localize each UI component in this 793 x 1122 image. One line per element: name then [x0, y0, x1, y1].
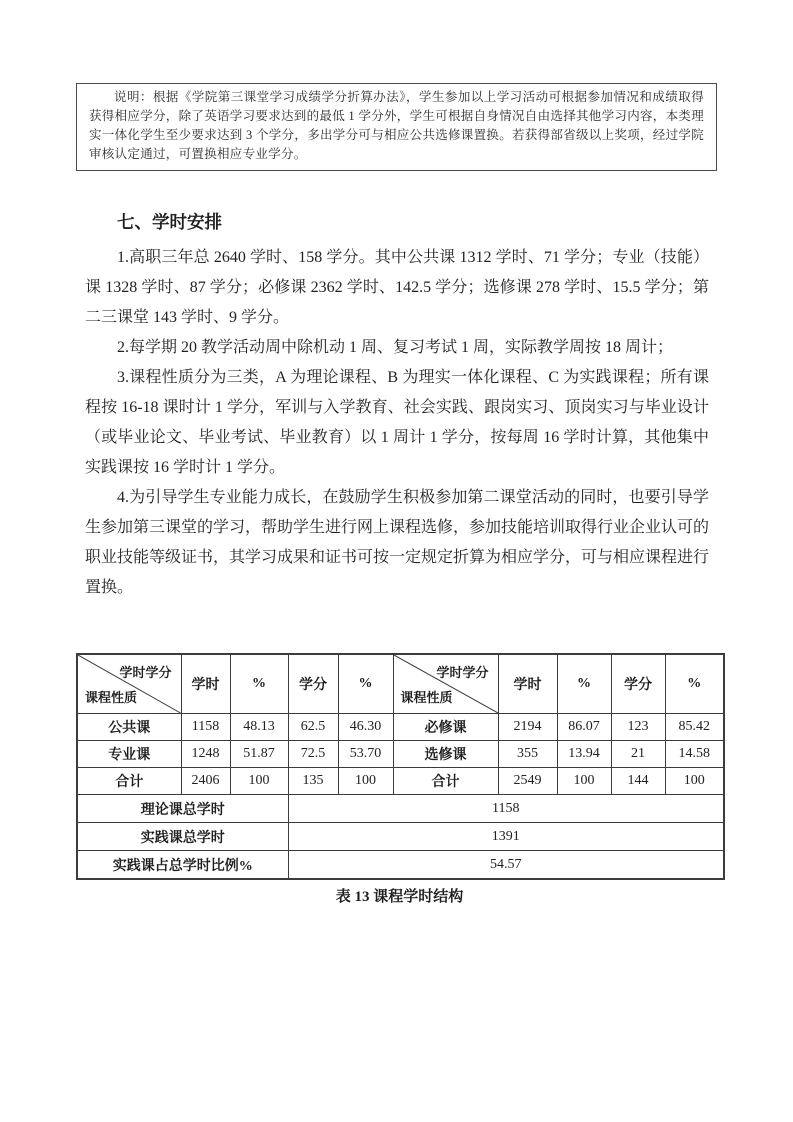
cell-value: 100: [230, 768, 288, 795]
summary-row: [77, 795, 724, 823]
cell-value: 86.07: [557, 714, 611, 741]
summary-row: [77, 823, 724, 851]
cell-value: 48.13: [230, 714, 288, 741]
summary-label: 理论课总学时: [77, 795, 288, 823]
cell-value: 355: [498, 741, 557, 768]
table-caption: 表 13 课程学时结构: [335, 889, 464, 905]
paragraph-2: 2.每学期 20 教学活动周中除机动 1 周、复习考试 1 周，实际教学周按 18 周计；: [117, 339, 674, 356]
paragraph-1: 1.高职三年总 2640 学时、158 学分。其中公共课 1312 学时、71 学分；专业（技能）课 1328 学时、87 学分；必修课 2362 学时、142.5 学分；选修课 278 学时、15.5 学分；第二三课堂 143 学时、9 学分。: [85, 249, 709, 326]
cell-value: 21: [611, 741, 665, 768]
diagonal-top-label: 学时学分: [119, 665, 172, 680]
row-label: 必修课: [393, 714, 498, 741]
col-header-percent: %: [665, 654, 724, 714]
cell-value: 1248: [181, 741, 230, 768]
course-hours-table-wrap: [76, 653, 723, 906]
cell-value: 100: [338, 768, 393, 795]
cell-value: 53.70: [338, 741, 393, 768]
cell-value: 85.42: [665, 714, 724, 741]
paragraph-3: 3.课程性质分为三类，A 为理论课程、B 为理实一体化课程、C 为实践课程；所有课程按 16-18 课时计 1 学分，军训与入学教育、社会实践、跟岗实习、顶岗实习与毕业设计（或毕业论文、毕业考试、毕业教育）以 1 周计 1 学分，按每周 16 学时计算，其他集中实践课按 16 学时计 1 学分。: [85, 369, 709, 476]
cell-value: 123: [611, 714, 665, 741]
cell-value: 14.58: [665, 741, 724, 768]
summary-value: 1391: [288, 823, 724, 851]
cell-value: 1158: [181, 714, 230, 741]
paragraph-4: 4.为引导学生专业能力成长，在鼓励学生积极参加第二课堂活动的同时，也要引导学生参加第三课堂的学习，帮助学生进行网上课程选修，参加技能培训取得行业企业认可的职业技能等级证书，其学习成果和证书可按一定规定折算为相应学分，可与相应课程进行置换。: [85, 489, 710, 596]
cell-value: 2406: [181, 768, 230, 795]
col-header-credits: 学分: [611, 654, 665, 714]
section-heading: 七、学时安排: [117, 212, 222, 232]
note-box: [76, 83, 717, 171]
body-text: [85, 243, 709, 603]
cell-value: 13.94: [557, 741, 611, 768]
diagonal-header-cell-right: [393, 654, 498, 714]
summary-value: 54.57: [288, 851, 724, 880]
col-header-percent: %: [557, 654, 611, 714]
summary-label: 实践课总学时: [77, 823, 288, 851]
cell-value: 62.5: [288, 714, 338, 741]
row-label: 选修课: [393, 741, 498, 768]
cell-value: 100: [665, 768, 724, 795]
table-header-row: [77, 654, 724, 714]
summary-row: [77, 851, 724, 880]
col-header-credits: 学分: [288, 654, 338, 714]
cell-value: 135: [288, 768, 338, 795]
cell-value: 100: [557, 768, 611, 795]
col-header-percent: %: [338, 654, 393, 714]
cell-value: 2194: [498, 714, 557, 741]
cell-value: 2549: [498, 768, 557, 795]
col-header-percent: %: [230, 654, 288, 714]
row-label: 专业课: [77, 741, 181, 768]
table-row: [77, 768, 724, 795]
row-label: 合计: [393, 768, 498, 795]
row-label: 合计: [77, 768, 181, 795]
table-row: [77, 714, 724, 741]
diagonal-bottom-label: 课程性质: [400, 690, 453, 705]
col-header-hours: 学时: [181, 654, 230, 714]
col-header-hours: 学时: [498, 654, 557, 714]
row-label: 公共课: [77, 714, 181, 741]
diagonal-bottom-label: 课程性质: [85, 690, 138, 705]
diagonal-top-label: 学时学分: [436, 665, 489, 680]
cell-value: 51.87: [230, 741, 288, 768]
course-hours-table: [76, 653, 725, 880]
note-text: 说明：根据《学院第三课堂学习成绩学分折算办法》，学生参加以上学习活动可根据参加情况和成绩取得获得相应学分，除了英语学习要求达到的最低 1 学分外，学生可根据自身情况自由选择其他学习内容，本类理实一体化学生至少要求达到 3 个学分，多出学分可与相应公共选修课置换。若获得部省级以上奖项，经过学院审核认定通过，可置换相应专业学分。: [89, 90, 705, 161]
table-row: [77, 741, 724, 768]
summary-value: 1158: [288, 795, 724, 823]
cell-value: 72.5: [288, 741, 338, 768]
summary-label: 实践课占总学时比例%: [77, 851, 288, 880]
diagonal-header-cell-left: [77, 654, 181, 714]
cell-value: 144: [611, 768, 665, 795]
cell-value: 46.30: [338, 714, 393, 741]
